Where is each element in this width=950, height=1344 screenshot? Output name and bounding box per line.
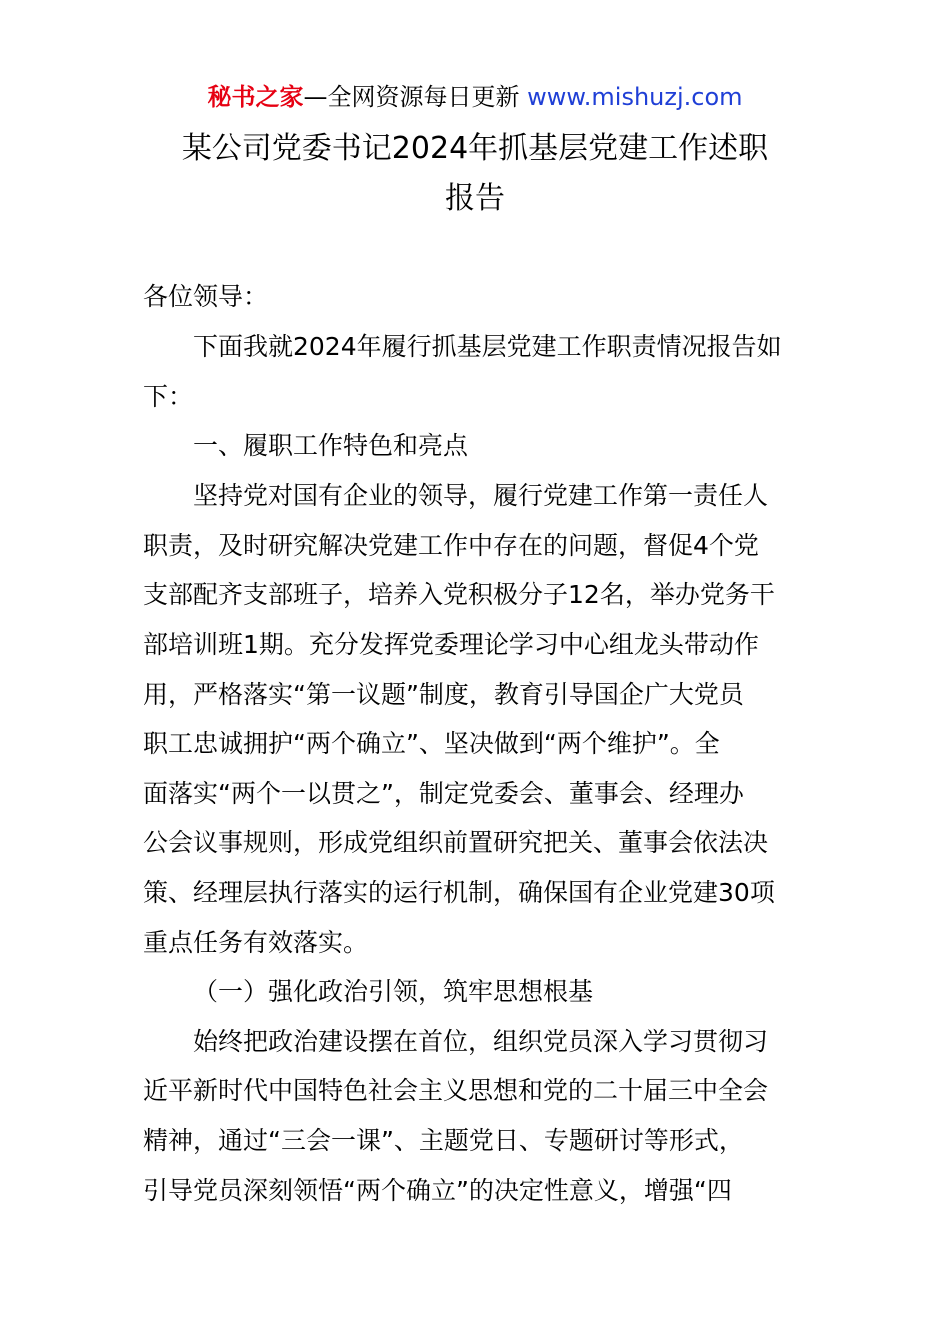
paragraph-line: 下： [143,382,194,411]
paragraph-line: 用，严格落实“第一议题”制度，教育引导国企广大党员 [143,680,744,709]
site-header [0,82,950,112]
paragraph-line: 精神，通过“三会一课”、主题党日、专题研讨等形式， [143,1126,744,1155]
paragraph-line: 职责，及时研究解决党建工作中存在的问题，督促4个党 [143,531,759,560]
paragraph-line: 策、经理层执行落实的运行机制，确保国有企业党建30项 [143,878,775,907]
salutation: 各位领导： [143,282,269,311]
paragraph-line: 始终把政治建设摆在首位，组织党员深入学习贯彻习 [193,1027,769,1056]
paragraph-line: 下面我就2024年履行抓基层党建工作职责情况报告如 [193,332,782,361]
paragraph-line: 支部配齐支部班子，培养入党积极分子12名，举办党务干 [143,580,775,609]
site-tagline: —全网资源每日更新 [303,83,520,111]
section-heading: 一、履职工作特色和亮点 [193,431,469,460]
paragraph-line: 重点任务有效落实。 [143,928,369,957]
paragraph-line: 面落实“两个一以贯之”，制定党委会、董事会、经理办 [143,779,744,808]
paragraph-line: 职工忠诚拥护“两个确立”、坚决做到“两个维护”。全 [143,729,720,758]
paragraph-line: 部培训班1期。充分发挥党委理论学习中心组龙头带动作 [143,630,759,659]
title-line: 某公司党委书记2024年抓基层党建工作述职 [181,131,769,166]
paragraph-line: 引导党员深刻领悟“两个确立”的决定性意义，增强“四 [143,1176,732,1205]
site-url-link[interactable]: www.mishuzj.com [527,83,743,111]
site-brand: 秘书之家 [207,83,304,111]
paragraph-line: 近平新时代中国特色社会主义思想和党的二十届三中全会 [143,1076,769,1105]
paragraph-line: 坚持党对国有企业的领导，履行党建工作第一责任人 [193,481,769,510]
paragraph-line: 公会议事规则，形成党组织前置研究把关、董事会依法决 [143,828,769,857]
document-title [140,124,810,224]
subsection-heading: （一）强化政治引领，筑牢思想根基 [193,977,594,1006]
title-line: 报告 [445,181,505,216]
